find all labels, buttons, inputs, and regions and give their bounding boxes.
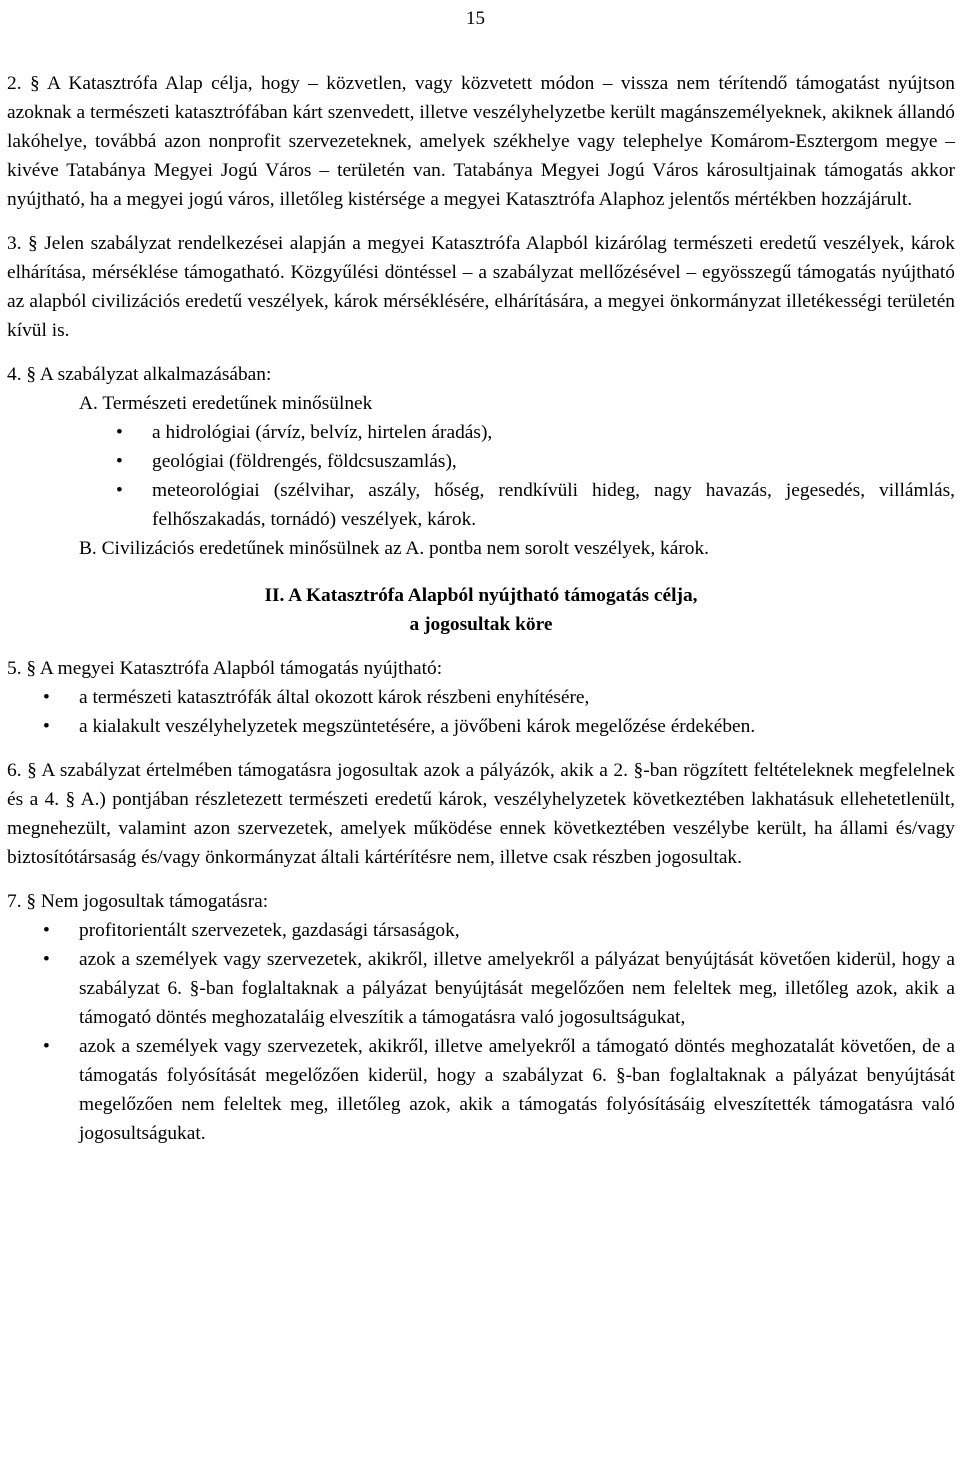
page-number: 15 bbox=[466, 8, 485, 29]
list-item-text: a természeti katasztrófák által okozott károk részbeni enyhítésére, bbox=[79, 687, 590, 708]
section-6: 6. § A szabályzat értelmében támogatásra jogosultak azok a pályázók, akik a 2. §-ban rögzített feltételeknek megfelelnek és a 4. § A.) pontjában részletezett természeti eredetű károk, veszélyhelyzetek következtében lakhatásuk ellehetetlenült, megnehezült, valamint azon szervezetek, amelyek működése ennek következtében veszélybe került, ha állami és/vagy biztosítótársaság és/vagy önkormányzat általi kártérítésre nem, illetve csak részben jogosultak. bbox=[7, 760, 955, 868]
section-3: 3. § Jelen szabályzat rendelkezései alapján a megyei Katasztrófa Alapból kizárólag természeti eredetű veszélyek, károk elhárítása, mérséklése támogatható. Közgyűlési döntéssel – a szabályzat mellőzésével – egyösszegű támogatás nyújtható az alapból civilizációs eredetű veszélyek, károk mérséklésére, elhárítására, a megyei önkormányzat illetékességi területén kívül is. bbox=[7, 233, 955, 341]
bullet-icon: • bbox=[43, 949, 50, 970]
list-item bbox=[43, 1032, 955, 1148]
bullet-icon: • bbox=[116, 480, 123, 501]
chapter-heading-line-2: a jogosultak köre bbox=[409, 614, 553, 635]
list-item-text: geológiai (földrengés, földcsuszamlás), bbox=[152, 451, 457, 472]
section-4-a-list bbox=[116, 418, 955, 534]
list-item-text: profitorientált szervezetek, gazdasági társaságok, bbox=[79, 920, 460, 941]
section-4-intro: 4. § A szabályzat alkalmazásában: bbox=[7, 364, 272, 385]
list-item bbox=[43, 683, 955, 712]
section-7-list bbox=[43, 916, 955, 1148]
bullet-icon: • bbox=[43, 687, 50, 708]
section-5-list bbox=[43, 683, 955, 741]
list-item bbox=[43, 916, 955, 945]
bullet-icon: • bbox=[43, 1036, 50, 1057]
list-item bbox=[116, 447, 955, 476]
chapter-heading-line-1: II. A Katasztrófa Alapból nyújtható támogatás célja, bbox=[264, 585, 698, 606]
bullet-icon: • bbox=[116, 451, 123, 472]
section-2: 2. § A Katasztrófa Alap célja, hogy – közvetlen, vagy közvetett módon – vissza nem térítendő támogatást nyújtson azoknak a természeti katasztrófában kárt szenvedett, illetve veszélyhelyzetbe került magánszemélyeknek, akiknek állandó lakóhelye, továbbá azon nonprofit szervezeteknek, amelyek székhelye vagy telephelye Komárom-Esztergom megye – kivéve Tatabánya Megyei Jogú Város – területén van. Tatabánya Megyei Jogú Város károsultjainak támogatás akkor nyújtható, ha a megyei jogú város, illetőleg kistérsége a megyei Katasztrófa Alaphoz jelentős mértékben hozzájárult. bbox=[7, 73, 955, 210]
list-item bbox=[43, 712, 955, 741]
list-item-text: meteorológiai (szélvihar, aszály, hőség, rendkívüli hideg, nagy havazás, jegesedés, villámlás, felhőszakadás, tornádó) veszélyek, károk. bbox=[152, 480, 955, 530]
section-4-b: B. Civilizációs eredetűnek minősülnek az A. pontba nem sorolt veszélyek, károk. bbox=[79, 538, 710, 559]
list-item bbox=[116, 418, 955, 447]
list-item-text: a kialakult veszélyhelyzetek megszüntetésére, a jövőbeni károk megelőzése érdekében. bbox=[79, 716, 756, 737]
bullet-icon: • bbox=[116, 422, 123, 443]
section-4-a: A. Természeti eredetűnek minősülnek bbox=[79, 393, 373, 414]
section-5-intro: 5. § A megyei Katasztrófa Alapból támogatás nyújtható: bbox=[7, 658, 443, 679]
list-item bbox=[43, 945, 955, 1032]
chapter-heading bbox=[7, 581, 955, 639]
list-item-text: a hidrológiai (árvíz, belvíz, hirtelen áradás), bbox=[152, 422, 493, 443]
list-item bbox=[116, 476, 955, 534]
document-body bbox=[7, 69, 955, 1148]
list-item-text: azok a személyek vagy szervezetek, akikről, illetve amelyekről a pályázat benyújtását követően kiderül, hogy a szabályzat 6. §-ban foglaltaknak a pályázat benyújtását megelőzően nem feleltek meg, illetőleg azok, akik a támogató döntés meghozataláig elveszítik a támogatásra való jogosultságukat, bbox=[79, 949, 955, 1028]
list-item-text: azok a személyek vagy szervezetek, akikről, illetve amelyekről a támogató döntés meghozatalát követően, de a támogatás folyósítását megelőzően kiderül, hogy a szabályzat 6. §-ban foglaltaknak a pályázat benyújtását megelőzően nem feleltek meg, illetőleg azok, akik a támogatás folyósításáig elveszítették támogatásra való jogosultságukat. bbox=[79, 1036, 955, 1144]
bullet-icon: • bbox=[43, 920, 50, 941]
section-7-intro: 7. § Nem jogosultak támogatásra: bbox=[7, 891, 269, 912]
bullet-icon: • bbox=[43, 716, 50, 737]
